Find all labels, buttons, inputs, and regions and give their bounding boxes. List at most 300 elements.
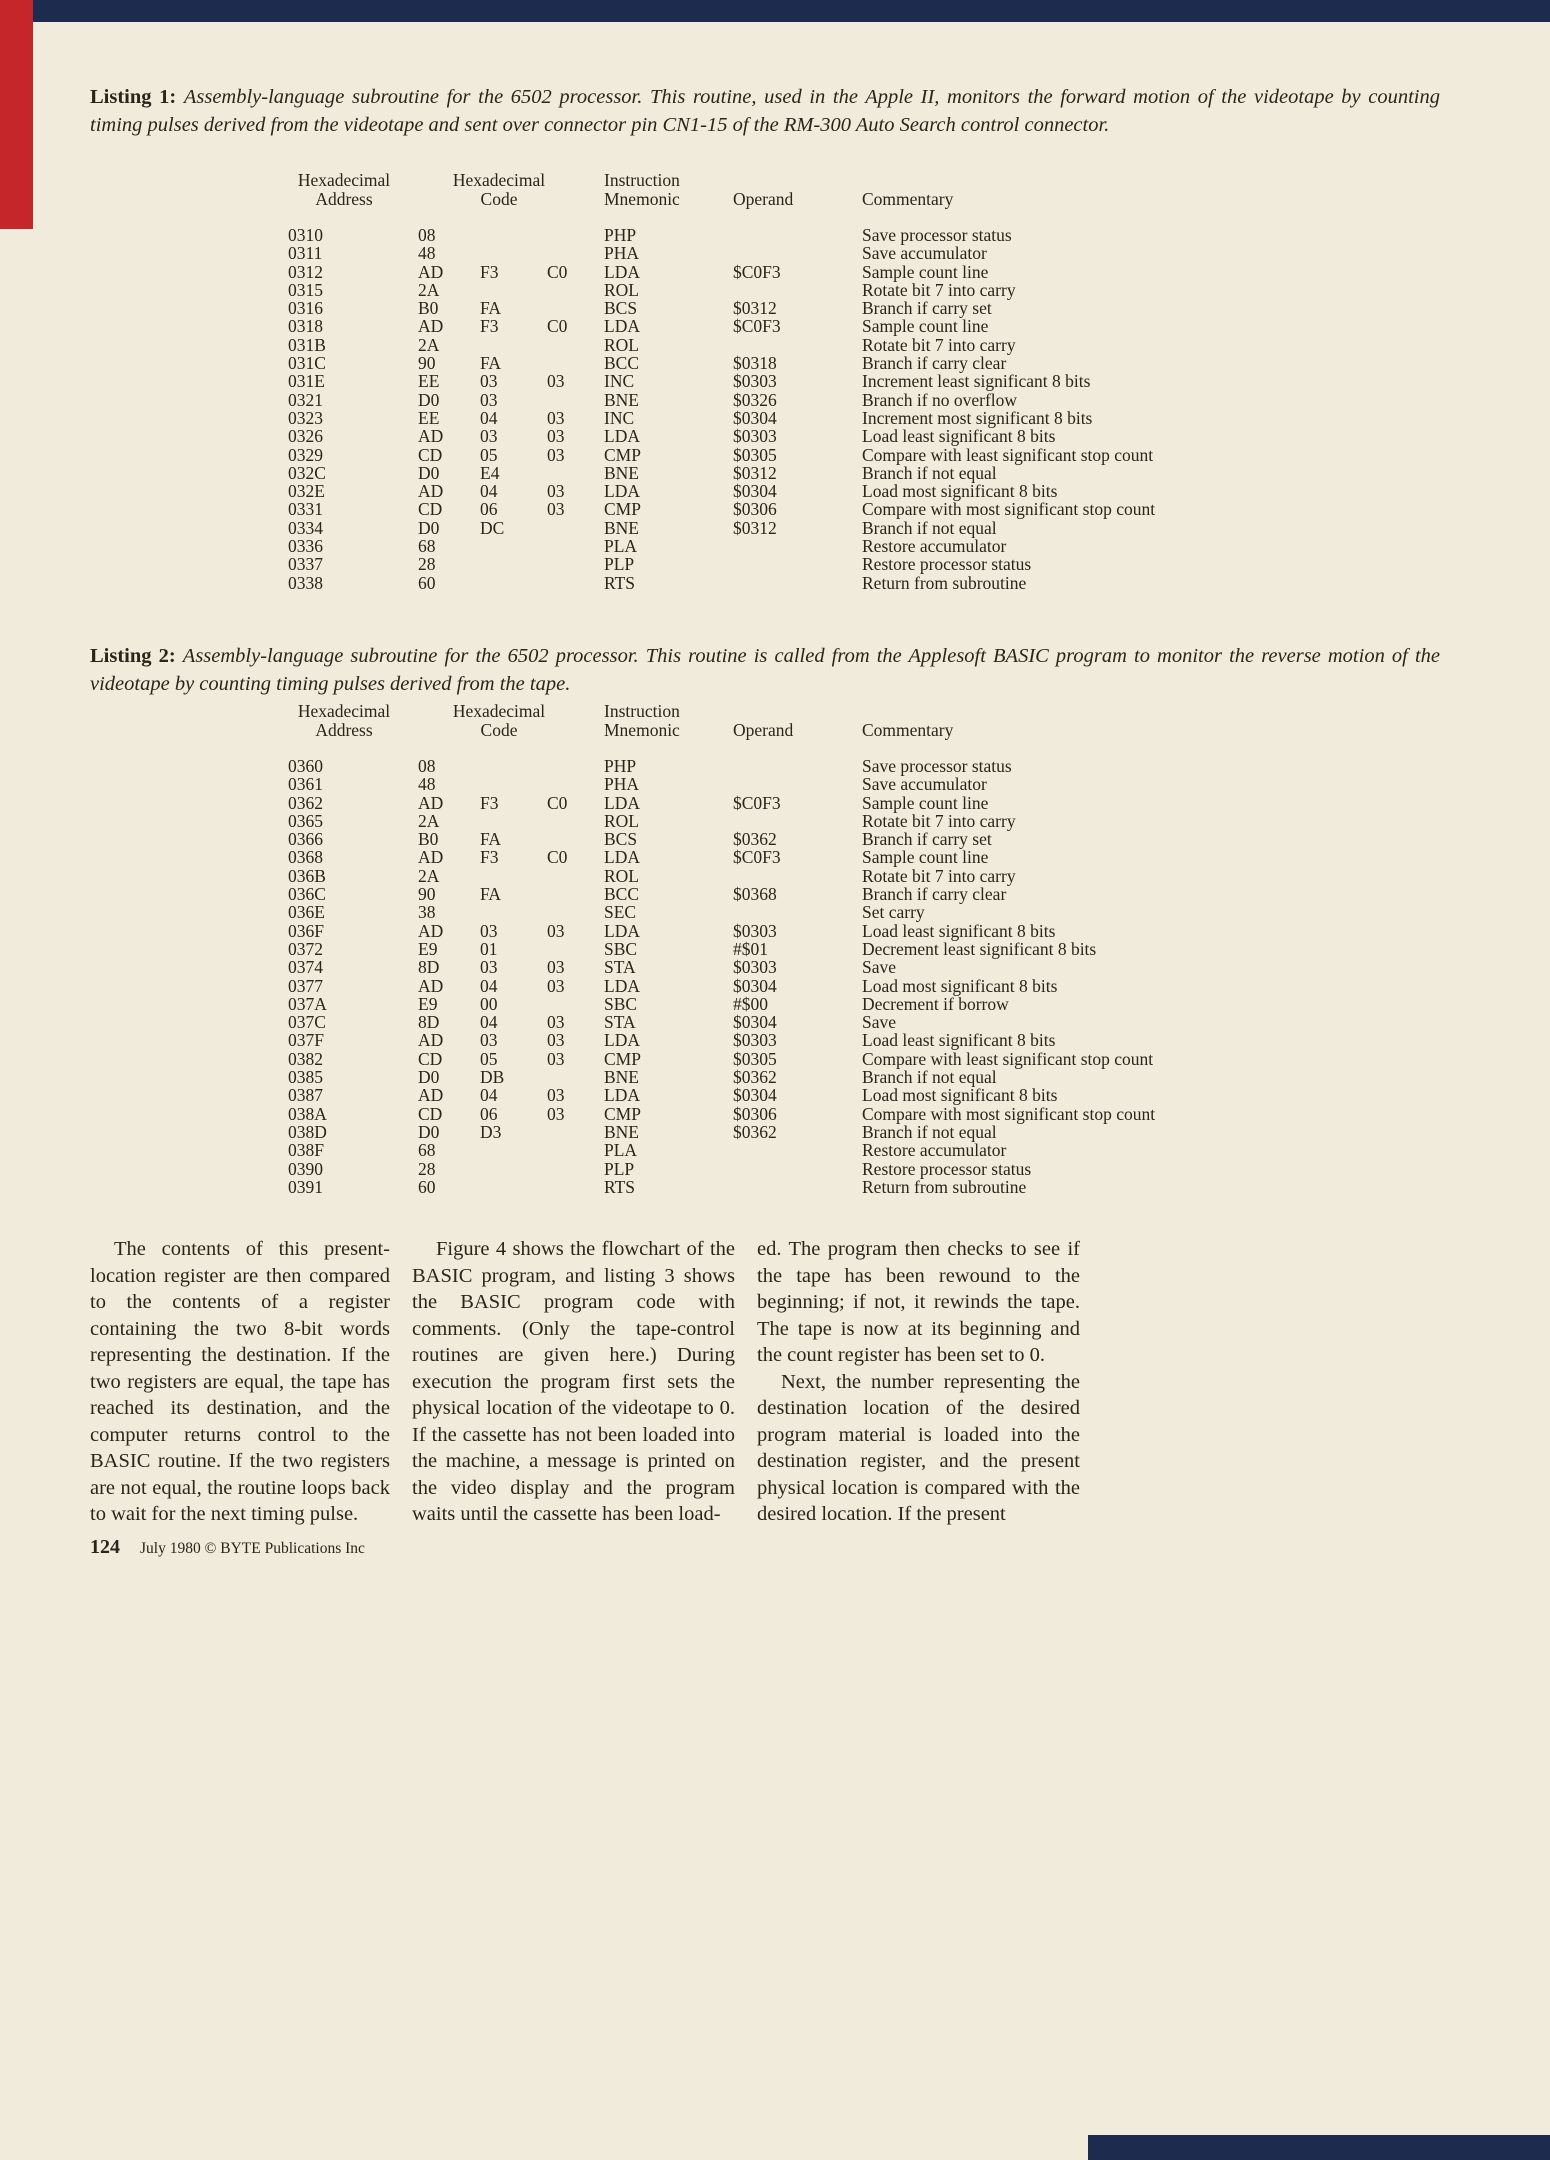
code-byte-cell xyxy=(547,519,604,537)
mnemonic-cell: PLP xyxy=(604,1158,635,1179)
code-byte-cell: 03 xyxy=(480,920,498,941)
commentary-cell: Branch if carry set xyxy=(862,298,992,319)
mnemonic-cell: ROL xyxy=(604,810,639,831)
commentary-cell: Return from subroutine xyxy=(862,572,1027,593)
operand-cell: $0362 xyxy=(733,1121,777,1142)
address-cell: 038F xyxy=(288,1140,324,1161)
header-operand xyxy=(733,190,862,209)
mnemonic-cell: BNE xyxy=(604,462,639,483)
commentary-cell: Restore processor status xyxy=(862,1158,1032,1179)
commentary-cell: Branch if not equal xyxy=(862,462,997,483)
address-cell: 037C xyxy=(288,1012,326,1033)
operand-cell: $C0F3 xyxy=(733,792,781,813)
address-cell: 0365 xyxy=(288,810,323,831)
table-row xyxy=(288,391,1463,409)
table-row xyxy=(288,995,1463,1013)
code-byte-cell: 04 xyxy=(480,407,498,428)
commentary-cell: Save xyxy=(862,957,897,978)
mnemonic-cell: LDA xyxy=(604,1030,640,1051)
listing2-rows xyxy=(288,757,1463,1196)
commentary-cell: Sample count line xyxy=(862,847,989,868)
mnemonic-cell: ROL xyxy=(604,865,639,886)
code-byte-cell: F3 xyxy=(480,261,499,282)
code-byte-cell xyxy=(547,391,604,409)
address-cell: 036E xyxy=(288,902,325,923)
paragraph: The contents of this present-location register are then compared to the contents of a register containing the two 8-bit words representing the destination. If the two registers are equal, the tape has reached its destination, and the computer returns control to the BASIC routine. If the two registers are not equal, the routine loops back to wait for the next timing pulse. xyxy=(90,1238,390,1525)
code-byte-cell xyxy=(480,757,547,775)
mnemonic-cell: CMP xyxy=(604,1048,641,1069)
mnemonic-cell: CMP xyxy=(604,1103,641,1124)
code-byte-cell: F3 xyxy=(480,847,499,868)
header-line: Commentary xyxy=(862,720,954,740)
header-line: Instruction xyxy=(604,701,680,721)
operand-cell xyxy=(733,1160,862,1178)
address-cell: 0360 xyxy=(288,756,323,776)
code-byte-cell: 8D xyxy=(418,1012,440,1033)
operand-cell: $0303 xyxy=(733,920,777,941)
commentary-cell: Branch if carry clear xyxy=(862,353,1007,374)
code-byte-cell xyxy=(480,537,547,555)
operand-cell: #$00 xyxy=(733,993,768,1014)
code-byte-cell: 03 xyxy=(547,957,565,978)
header-commentary xyxy=(862,190,1463,209)
header-line: Code xyxy=(480,720,518,740)
operand-cell: $0304 xyxy=(733,1085,777,1106)
table-row xyxy=(288,940,1463,958)
header-line: Address xyxy=(315,720,373,740)
code-byte-cell: 03 xyxy=(547,1103,565,1124)
address-cell: 0311 xyxy=(288,243,323,264)
code-byte-cell: 60 xyxy=(418,572,436,593)
address-cell: 037A xyxy=(288,993,327,1014)
listing1-table xyxy=(288,171,1463,592)
commentary-cell: Branch if no overflow xyxy=(862,389,1018,410)
operand-cell: $0312 xyxy=(733,462,777,483)
table-row xyxy=(288,464,1463,482)
mnemonic-cell: LDA xyxy=(604,426,640,447)
code-byte-cell: AD xyxy=(418,316,444,337)
code-byte-cell: 68 xyxy=(418,536,436,557)
table-row xyxy=(288,812,1463,830)
operand-cell: $0304 xyxy=(733,407,777,428)
operand-cell xyxy=(733,1178,862,1196)
address-cell: 0310 xyxy=(288,225,323,245)
mnemonic-cell: PLA xyxy=(604,1140,638,1161)
code-byte-cell xyxy=(547,281,604,299)
code-byte-cell: 03 xyxy=(547,407,565,428)
code-byte-cell: 2A xyxy=(418,865,440,886)
address-cell: 0329 xyxy=(288,444,323,465)
code-byte-cell: 90 xyxy=(418,353,436,374)
paragraph: Next, the number representing the destination location of the desired program material is loaded into the destination register, and the present physical location is compared with the desired location. If the present xyxy=(757,1370,1080,1525)
code-byte-cell: 03 xyxy=(547,481,565,502)
table-row xyxy=(288,958,1463,976)
header-commentary xyxy=(862,721,1463,740)
code-byte-cell xyxy=(547,830,604,848)
code-byte-cell: 03 xyxy=(480,371,498,392)
code-byte-cell xyxy=(480,903,547,921)
code-byte-cell: AD xyxy=(418,1085,444,1106)
code-byte-cell: CD xyxy=(418,499,443,520)
operand-cell: $0303 xyxy=(733,1030,777,1051)
mnemonic-cell: ROL xyxy=(604,334,639,355)
operand-cell xyxy=(733,281,862,299)
mnemonic-cell: INC xyxy=(604,407,635,428)
code-byte-cell: 03 xyxy=(547,371,565,392)
commentary-cell: Load most significant 8 bits xyxy=(862,975,1058,996)
commentary-cell: Load least significant 8 bits xyxy=(862,426,1056,447)
operand-cell: $C0F3 xyxy=(733,261,781,282)
code-byte-cell: 03 xyxy=(480,426,498,447)
address-cell: 0362 xyxy=(288,792,323,813)
header-hex-address xyxy=(288,702,418,740)
table-row xyxy=(288,1141,1463,1159)
commentary-cell: Sample count line xyxy=(862,261,989,282)
code-byte-cell: 90 xyxy=(418,884,436,905)
code-byte-cell: AD xyxy=(418,1030,444,1051)
mnemonic-cell: CMP xyxy=(604,444,641,465)
operand-cell xyxy=(733,867,862,885)
operand-cell xyxy=(733,757,862,775)
table-row xyxy=(288,500,1463,518)
code-byte-cell xyxy=(547,1123,604,1141)
operand-cell: $0318 xyxy=(733,353,777,374)
code-byte-cell xyxy=(480,555,547,573)
mnemonic-cell: LDA xyxy=(604,920,640,941)
operand-cell: $C0F3 xyxy=(733,847,781,868)
header-line: Mnemonic xyxy=(604,189,680,209)
header-instruction-mnemonic xyxy=(604,171,733,209)
mnemonic-cell: CMP xyxy=(604,499,641,520)
address-cell: 0391 xyxy=(288,1176,323,1197)
header-line: Operand xyxy=(733,720,794,740)
commentary-cell: Load most significant 8 bits xyxy=(862,481,1058,502)
commentary-cell: Branch if not equal xyxy=(862,517,997,538)
commentary-cell: Increment least significant 8 bits xyxy=(862,371,1091,392)
code-byte-cell: 03 xyxy=(547,975,565,996)
code-byte-cell: AD xyxy=(418,481,444,502)
table-row xyxy=(288,372,1463,390)
code-byte-cell: 38 xyxy=(418,902,436,923)
code-byte-cell: 8D xyxy=(418,957,440,978)
code-byte-cell: 60 xyxy=(418,1176,436,1197)
table-row xyxy=(288,922,1463,940)
code-byte-cell xyxy=(480,867,547,885)
table-row xyxy=(288,354,1463,372)
code-byte-cell xyxy=(480,1141,547,1159)
table-row xyxy=(288,482,1463,500)
code-byte-cell xyxy=(547,903,604,921)
header-line: Hexadecimal xyxy=(452,170,546,190)
mnemonic-cell: BCS xyxy=(604,298,638,319)
operand-cell: $0326 xyxy=(733,389,777,410)
address-cell: 0331 xyxy=(288,499,323,520)
code-byte-cell: C0 xyxy=(547,792,568,813)
address-cell: 038D xyxy=(288,1121,327,1142)
table-row xyxy=(288,281,1463,299)
commentary-cell: Decrement least significant 8 bits xyxy=(862,938,1097,959)
header-line: Address xyxy=(315,189,373,209)
commentary-cell: Save xyxy=(862,1012,897,1033)
mnemonic-cell: LDA xyxy=(604,481,640,502)
code-byte-cell: 05 xyxy=(480,1048,498,1069)
code-byte-cell xyxy=(547,555,604,573)
commentary-cell: Rotate bit 7 into carry xyxy=(862,865,1016,886)
mnemonic-cell: RTS xyxy=(604,1176,636,1197)
commentary-cell: Set carry xyxy=(862,902,925,923)
code-byte-cell: 06 xyxy=(480,1103,498,1124)
address-cell: 0315 xyxy=(288,279,323,300)
mnemonic-cell: RTS xyxy=(604,572,636,593)
table-row xyxy=(288,409,1463,427)
code-byte-cell: 03 xyxy=(547,920,565,941)
code-byte-cell xyxy=(547,574,604,592)
address-cell: 0323 xyxy=(288,407,323,428)
page-footer xyxy=(90,1536,365,1559)
code-byte-cell: 2A xyxy=(418,810,440,831)
table-row xyxy=(288,830,1463,848)
code-byte-cell: 03 xyxy=(480,389,498,410)
address-cell: 0334 xyxy=(288,517,323,538)
code-byte-cell: D0 xyxy=(418,389,440,410)
address-cell: 0387 xyxy=(288,1085,323,1106)
mnemonic-cell: INC xyxy=(604,371,635,392)
code-byte-cell: 2A xyxy=(418,334,440,355)
address-cell: 038A xyxy=(288,1103,327,1124)
listing2-label: Listing 2: xyxy=(90,645,176,667)
code-byte-cell xyxy=(480,1178,547,1196)
mnemonic-cell: LDA xyxy=(604,792,640,813)
header-line: Hexadecimal xyxy=(297,701,391,721)
table-row xyxy=(288,1178,1463,1196)
mnemonic-cell: LDA xyxy=(604,847,640,868)
commentary-cell: Branch if carry clear xyxy=(862,884,1007,905)
code-byte-cell: AD xyxy=(418,426,444,447)
code-byte-cell xyxy=(480,775,547,793)
mnemonic-cell: BCS xyxy=(604,829,638,850)
listing1-caption-text: Assembly-language subroutine for the 6502 processor. This routine, used in the Apple II, monitors the forward motion of the videotape by counting timing pulses derived from the videotape and sent over connector pin CN1-15 of the RM-300 Auto Search control connector. xyxy=(90,86,1440,136)
code-byte-cell: 03 xyxy=(547,1030,565,1051)
table-row xyxy=(288,263,1463,281)
listing2-table xyxy=(288,702,1463,1196)
code-byte-cell: AD xyxy=(418,975,444,996)
header-hex-code xyxy=(418,171,604,209)
table-row xyxy=(288,885,1463,903)
address-cell: 0361 xyxy=(288,774,323,795)
code-byte-cell: D0 xyxy=(418,462,440,483)
header-line: Instruction xyxy=(604,170,680,190)
page-bottom-edge-bar xyxy=(1088,2135,1550,2160)
code-byte-cell: 03 xyxy=(480,957,498,978)
code-byte-cell: CD xyxy=(418,1048,443,1069)
header-hex-address xyxy=(288,171,418,209)
code-byte-cell: D0 xyxy=(418,517,440,538)
code-byte-cell: C0 xyxy=(547,316,568,337)
header-instruction-mnemonic xyxy=(604,702,733,740)
mnemonic-cell: PHP xyxy=(604,225,637,245)
listing2-caption-text: Assembly-language subroutine for the 6502 processor. This routine is called from the Applesoft BASIC program to monitor the reverse motion of the videotape by counting timing pulses derived from the tape. xyxy=(90,645,1440,695)
commentary-cell: Increment most significant 8 bits xyxy=(862,407,1093,428)
table-row xyxy=(288,299,1463,317)
code-byte-cell: FA xyxy=(480,829,502,850)
commentary-cell: Decrement if borrow xyxy=(862,993,1009,1014)
address-cell: 0368 xyxy=(288,847,323,868)
operand-cell: $0362 xyxy=(733,1067,777,1088)
table-row xyxy=(288,848,1463,866)
code-byte-cell: E4 xyxy=(480,462,500,483)
code-byte-cell xyxy=(480,812,547,830)
code-byte-cell: 04 xyxy=(480,481,498,502)
operand-cell: $C0F3 xyxy=(733,316,781,337)
table-row xyxy=(288,1013,1463,1031)
mnemonic-cell: BCC xyxy=(604,353,640,374)
operand-cell xyxy=(733,1141,862,1159)
code-byte-cell xyxy=(547,1160,604,1178)
mnemonic-cell: LDA xyxy=(604,316,640,337)
commentary-cell: Restore accumulator xyxy=(862,536,1007,557)
page-top-edge-bar xyxy=(33,0,1550,22)
address-cell: 0316 xyxy=(288,298,323,319)
paragraph: Figure 4 shows the flowchart of the BASIC program, and listing 3 shows the BASIC program code with comments. (Only the tape-control routines are given here.) During execution the program first sets the physical location of the videotape to 0. If the cassette has not been loaded into the machine, a message is printed on the video display and the program waits until the cassette has been load- xyxy=(412,1238,735,1525)
address-cell: 0337 xyxy=(288,554,323,575)
table-row xyxy=(288,775,1463,793)
listing1-label: Listing 1: xyxy=(90,86,177,108)
commentary-cell: Compare with most significant stop count xyxy=(862,1103,1156,1124)
code-byte-cell: AD xyxy=(418,847,444,868)
commentary-cell: Rotate bit 7 into carry xyxy=(862,810,1016,831)
mnemonic-cell: ROL xyxy=(604,279,639,300)
code-byte-cell: AD xyxy=(418,792,444,813)
address-cell: 037F xyxy=(288,1030,324,1051)
address-cell: 0372 xyxy=(288,938,323,959)
code-byte-cell: 04 xyxy=(480,1012,498,1033)
operand-cell: $0304 xyxy=(733,975,777,996)
code-byte-cell xyxy=(547,775,604,793)
code-byte-cell: DC xyxy=(480,517,505,538)
code-byte-cell: 03 xyxy=(547,426,565,447)
code-byte-cell: 03 xyxy=(547,499,565,520)
body-column-2 xyxy=(412,1236,735,1528)
header-line: Operand xyxy=(733,189,794,209)
commentary-cell: Load most significant 8 bits xyxy=(862,1085,1058,1106)
table-row xyxy=(288,519,1463,537)
commentary-cell: Branch if not equal xyxy=(862,1121,997,1142)
listing2-table-header xyxy=(288,702,1463,740)
code-byte-cell: CD xyxy=(418,1103,443,1124)
operand-cell: $0304 xyxy=(733,1012,777,1033)
table-row xyxy=(288,757,1463,775)
code-byte-cell: D0 xyxy=(418,1121,440,1142)
mnemonic-cell: LDA xyxy=(604,975,640,996)
code-byte-cell xyxy=(547,995,604,1013)
table-row xyxy=(288,1086,1463,1104)
operand-cell: $0305 xyxy=(733,444,777,465)
table-row xyxy=(288,317,1463,335)
mnemonic-cell: SBC xyxy=(604,993,638,1014)
address-cell: 031C xyxy=(288,353,326,374)
commentary-cell: Load least significant 8 bits xyxy=(862,920,1056,941)
commentary-cell: Compare with least significant stop count xyxy=(862,444,1154,465)
operand-cell xyxy=(733,226,862,244)
code-byte-cell xyxy=(480,281,547,299)
address-cell: 032E xyxy=(288,481,325,502)
table-row xyxy=(288,1160,1463,1178)
code-byte-cell: AD xyxy=(418,261,444,282)
code-byte-cell: 03 xyxy=(547,444,565,465)
address-cell: 036C xyxy=(288,884,326,905)
mnemonic-cell: BNE xyxy=(604,517,639,538)
commentary-cell: Rotate bit 7 into carry xyxy=(862,279,1016,300)
code-byte-cell xyxy=(547,464,604,482)
address-cell: 0321 xyxy=(288,389,323,410)
code-byte-cell xyxy=(480,336,547,354)
code-byte-cell xyxy=(480,226,547,244)
operand-cell: $0305 xyxy=(733,1048,777,1069)
address-cell: 0390 xyxy=(288,1158,323,1179)
mnemonic-cell: BNE xyxy=(604,389,639,410)
code-byte-cell: E9 xyxy=(418,993,438,1014)
code-byte-cell: 48 xyxy=(418,774,436,795)
code-byte-cell: D3 xyxy=(480,1121,502,1142)
code-byte-cell xyxy=(547,537,604,555)
table-row xyxy=(288,1105,1463,1123)
commentary-cell: Compare with least significant stop count xyxy=(862,1048,1154,1069)
mnemonic-cell: LDA xyxy=(604,261,640,282)
operand-cell xyxy=(733,555,862,573)
code-byte-cell xyxy=(547,940,604,958)
code-byte-cell: DB xyxy=(480,1067,505,1088)
article-body xyxy=(90,1236,1080,1528)
mnemonic-cell: STA xyxy=(604,957,636,978)
code-byte-cell: 05 xyxy=(480,444,498,465)
commentary-cell: Branch if not equal xyxy=(862,1067,997,1088)
table-row xyxy=(288,977,1463,995)
code-byte-cell xyxy=(547,1141,604,1159)
code-byte-cell: C0 xyxy=(547,847,568,868)
commentary-cell: Save accumulator xyxy=(862,243,987,264)
code-byte-cell xyxy=(480,244,547,262)
body-column-3 xyxy=(757,1236,1080,1528)
operand-cell: $0304 xyxy=(733,481,777,502)
mnemonic-cell: PHA xyxy=(604,774,640,795)
header-hex-code xyxy=(418,702,604,740)
address-cell: 0312 xyxy=(288,261,323,282)
code-byte-cell xyxy=(547,354,604,372)
commentary-cell: Sample count line xyxy=(862,316,989,337)
code-byte-cell xyxy=(547,226,604,244)
code-byte-cell: 2A xyxy=(418,279,440,300)
paragraph: ed. The program then checks to see if the tape has been rewound to the beginning; if not, it rewinds the tape. The tape is now at its beginning and the count register has been set to 0. xyxy=(757,1238,1080,1366)
page-edge-red-decoration xyxy=(0,0,33,229)
table-row xyxy=(288,427,1463,445)
listing1-table-header xyxy=(288,171,1463,209)
operand-cell xyxy=(733,244,862,262)
footer-imprint: July 1980 © BYTE Publications Inc xyxy=(140,1540,365,1557)
code-byte-cell: 28 xyxy=(418,554,436,575)
code-byte-cell xyxy=(547,812,604,830)
listing1-caption xyxy=(90,84,1440,139)
header-line: Mnemonic xyxy=(604,720,680,740)
table-row xyxy=(288,903,1463,921)
code-byte-cell: 03 xyxy=(547,1048,565,1069)
header-line: Commentary xyxy=(862,189,954,209)
listing1-rows xyxy=(288,226,1463,592)
code-byte-cell xyxy=(547,299,604,317)
address-cell: 0338 xyxy=(288,572,323,593)
code-byte-cell: 28 xyxy=(418,1158,436,1179)
commentary-cell: Save processor status xyxy=(862,225,1012,245)
address-cell: 0377 xyxy=(288,975,323,996)
